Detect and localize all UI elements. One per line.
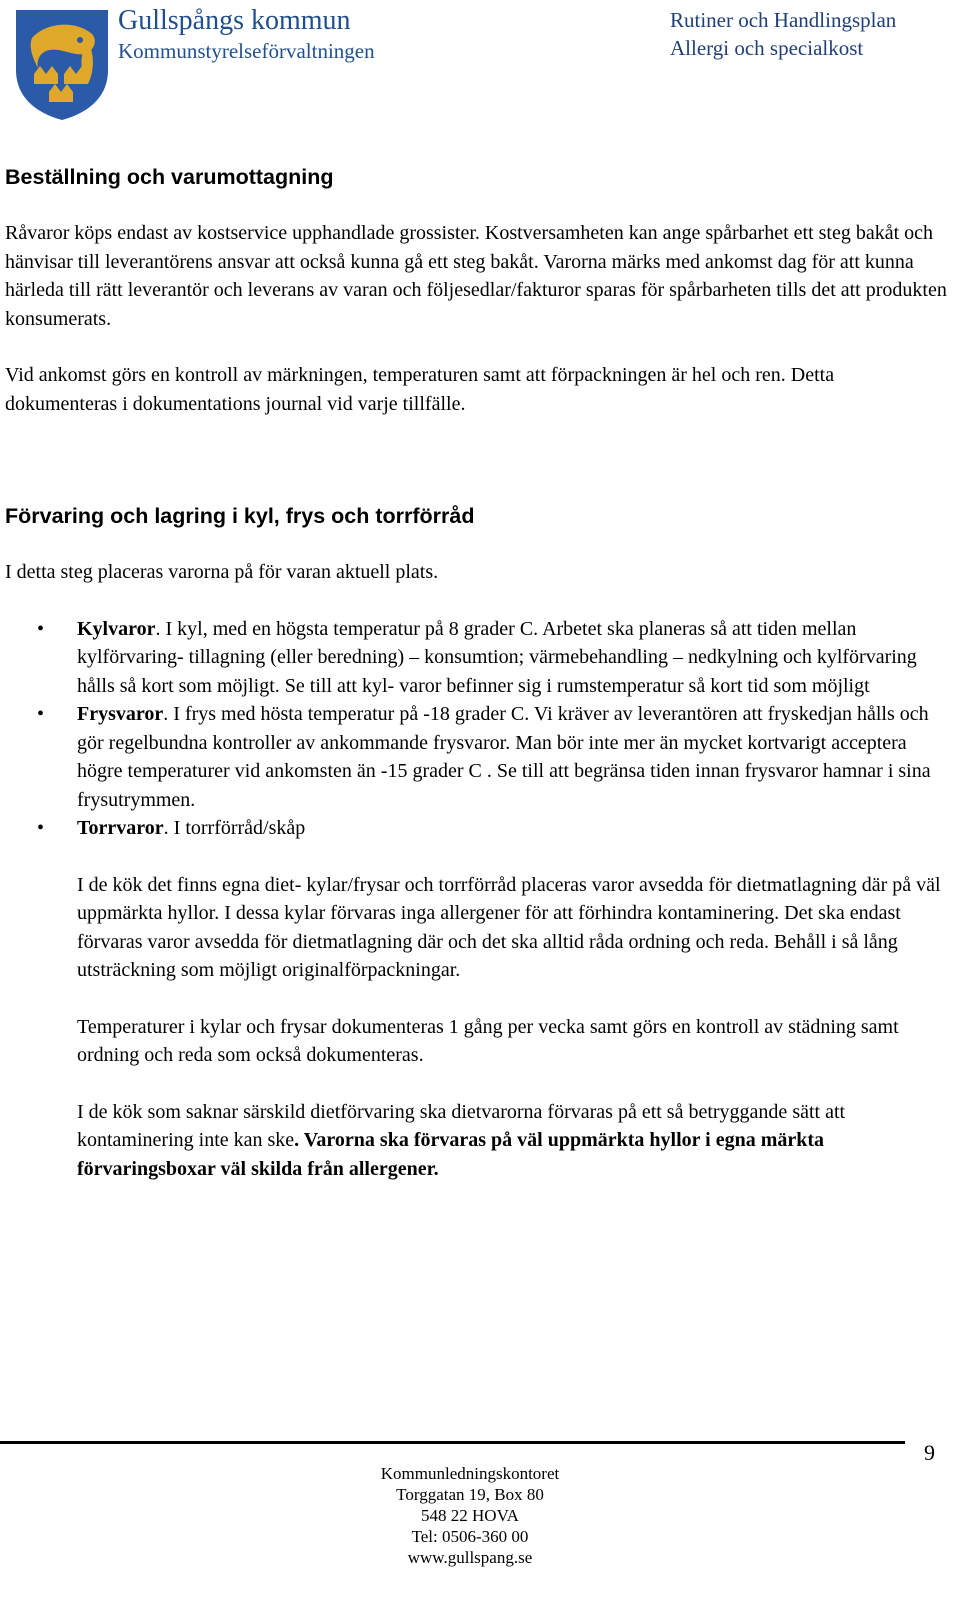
section-heading-ordering: Beställning och varumottagning [5, 165, 334, 189]
paragraph-emphasis: . Varorna ska förvaras på väl uppmärkta hyllor i egna märkta förvaringsboxar väl skilda från allergener. [77, 1129, 825, 1180]
paragraph-ordering: Råvaror köps endast av kostservice upphandlade grossister. Kostversamheten kan ange spårbarhet ett steg bakåt och hänvisar till leverantörens ansvar att också kunna gå ett steg bakåt. Varorna märks med ankomst dag för att kunna härleda till rätt leverantör och leverans av varan och följesedlar/fakturor sparas för spårbarheten tills det att produkten konsumerats. [5, 222, 947, 330]
list-item-term: Frysvaror [77, 703, 164, 725]
document-title-line-1: Rutiner och Handlingsplan [670, 8, 897, 32]
paragraph-arrival-check: Vid ankomst görs en kontroll av märkningen, temperaturen samt att förpackningen är hel och ren. Detta dokumenteras i dokumentations journal vid varje tillfälle. [5, 364, 835, 415]
paragraph-no-diet-storage [5, 1098, 950, 1184]
list-item-frozen [5, 700, 950, 814]
page-header [0, 0, 960, 125]
page-footer [240, 1463, 700, 1568]
page-number: 9 [924, 1440, 935, 1465]
footer-website: www.gullspang.se [407, 1548, 533, 1567]
paragraph-text: I de kök som saknar särskild dietförvaring ska dietvarorna förvaras på ett så betryggande sätt att kontaminering inte kan ske [77, 1100, 846, 1151]
paragraph-temperature-log: Temperaturer i kylar och frysar dokumenteras 1 gång per vecka samt görs en kontroll av städning samt ordning och reda som också dokumenteras. [77, 1015, 899, 1066]
section-heading-storage: Förvaring och lagring i kyl, frys och torrförråd [5, 504, 475, 528]
footer-address: Torggatan 19, Box 80 [396, 1485, 544, 1504]
municipal-coat-of-arms-icon [14, 8, 110, 122]
list-item-term: Kylvaror [77, 617, 156, 640]
list-item-text: . I frys med hösta temperatur på -18 grader C. Vi kräver av leverantören att fryskedjan hålls och gör regelbundna kontroller av ankommande frysvaror. Man bör inte mer än mycket kortvarigt acceptera högre temperaturer vid ankomsten än -15 grader C . Se till att begränsa tiden innan frysvaror hamnar i sina frysutrymmen. [77, 703, 931, 811]
organization-name: Gullspångs kommun [118, 5, 351, 36]
list-item-dry [5, 814, 950, 843]
footer-divider [0, 1441, 905, 1444]
paragraph-diet-storage: I de kök det finns egna diet- kylar/frysar och torrförråd placeras varor avsedda för dietmatlagning där på väl uppmärkta hyllor. I dessa kylar förvaras inga allergener för att förhindra kontaminering. Det ska endast förvaras varor avsedda för dietmatlagning där och det ska alltid råda ordning och reda. Behåll i så lång utsträckning som möjligt originalförpackningar. [77, 873, 941, 981]
list-item-chilled [5, 615, 950, 701]
organization-department: Kommunstyrelseförvaltningen [118, 39, 375, 63]
storage-list [5, 615, 950, 843]
document-body [5, 163, 950, 1183]
list-item-text: . I torrförråd/skåp [163, 817, 306, 839]
list-item-text: . I kyl, med en högsta temperatur på 8 grader C. Arbetet ska planeras så att tiden mellan kylförvaring- tillagning (eller beredning) – konsumtion; värmebehandling – nedkylning och kylförvaring hålls så kort som möjligt. Se till att kyl- varor befinner sig i rumstemperatur så kort tid som möjligt [77, 617, 917, 697]
footer-postal: 548 22 HOVA [421, 1506, 519, 1525]
list-item-term: Torrvaror [77, 817, 164, 839]
footer-office: Kommunledningskontoret [380, 1464, 560, 1483]
document-title [670, 6, 896, 62]
footer-phone: Tel: 0506-360 00 [411, 1527, 529, 1546]
document-title-line-2: Allergi och specialkost [670, 36, 864, 60]
paragraph-storage-intro: I detta steg placeras varorna på för varan aktuell plats. [5, 561, 439, 583]
